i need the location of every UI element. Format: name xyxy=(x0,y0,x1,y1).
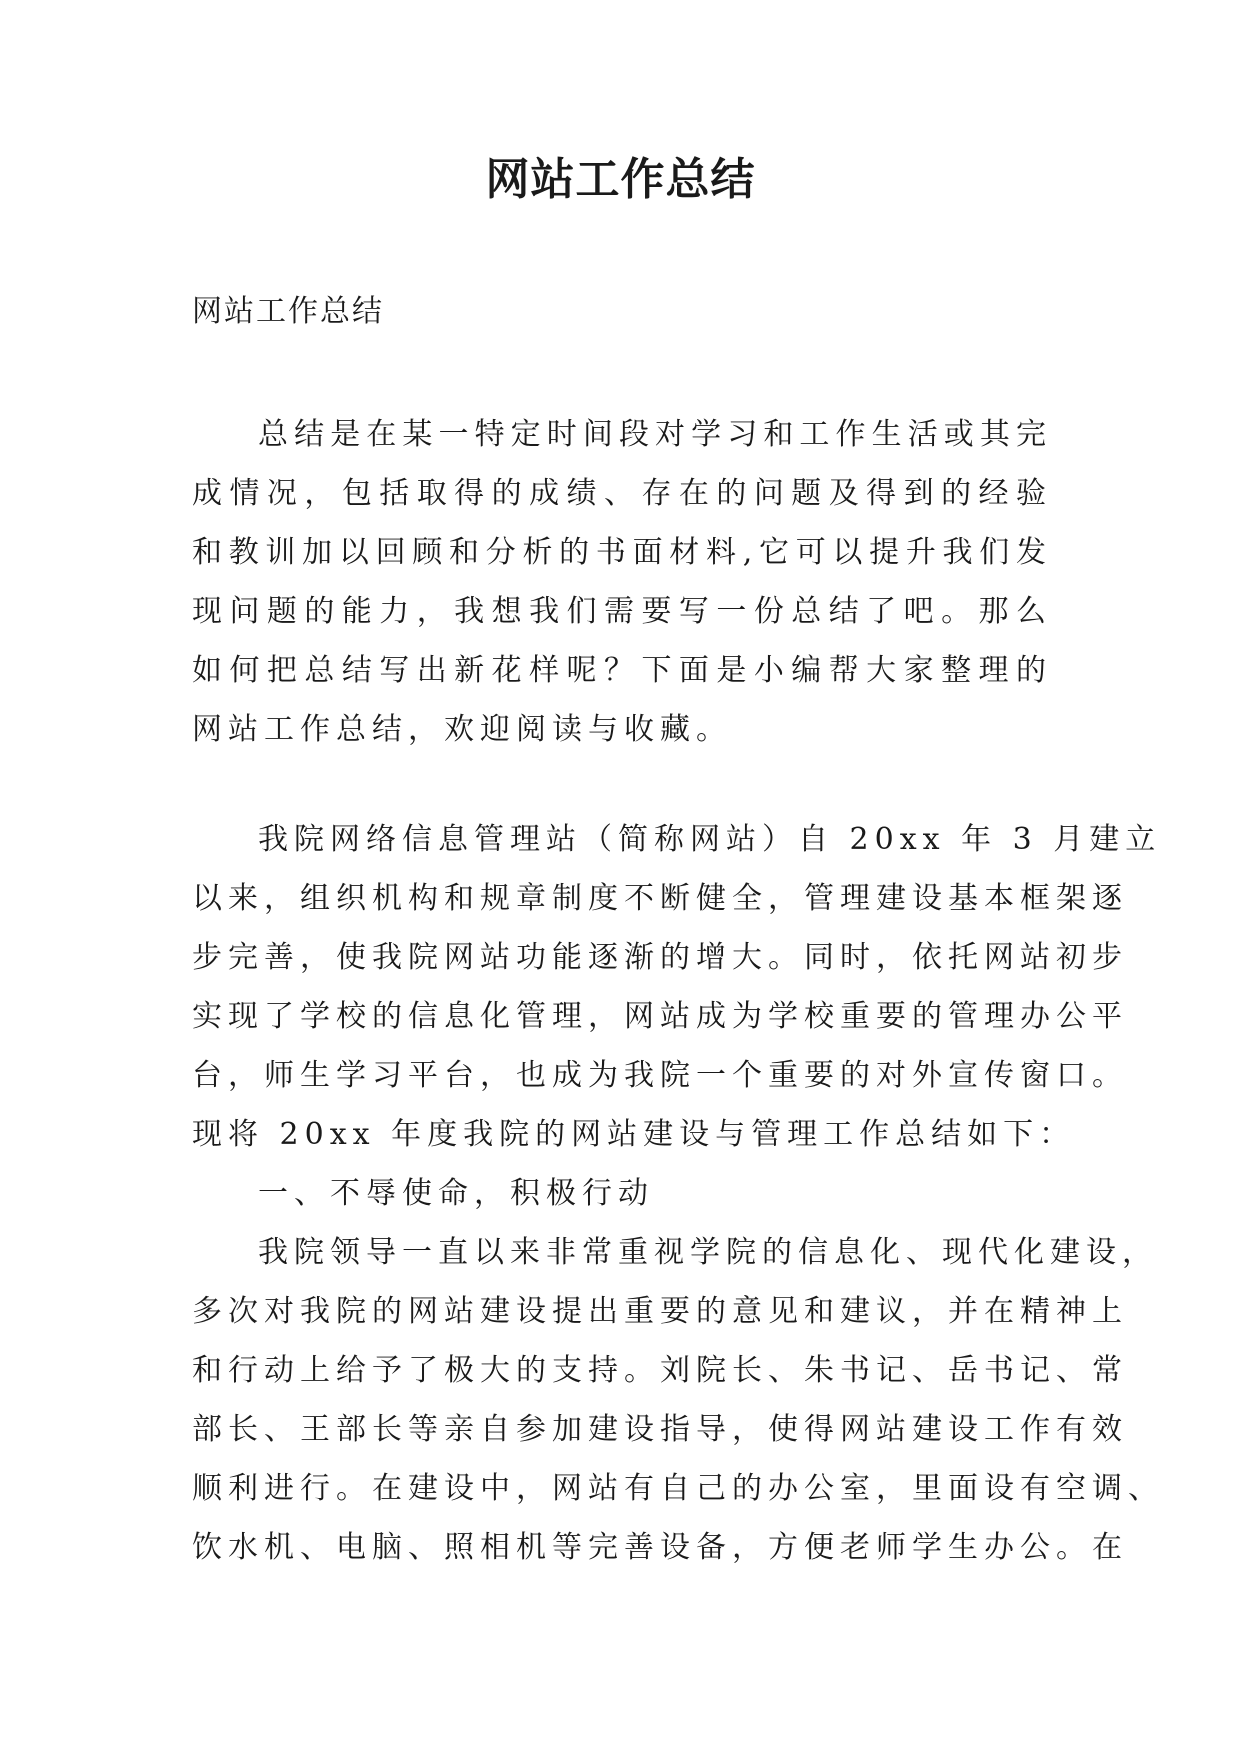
body-line: 台，师生学习平台，也成为我院一个重要的对外宣传窗口。 xyxy=(192,1058,1128,1093)
body-line: 顺利进行。在建设中，网站有自己的办公室，里面设有空调、 xyxy=(192,1471,1164,1506)
document-heading: 网站工作总结 xyxy=(192,294,384,329)
body-line: 我院网络信息管理站（简称网站）自 20xx 年 3 月建立 xyxy=(258,822,1162,857)
intro-paragraph: 总结是在某一特定时间段对学习和工作生活或其完成情况，包括取得的成绩、存在的问题及得到的经验和教训加以回顾和分析的书面材料,它可以提升我们发现问题的能力，我想我们需要写一份总结了吧。那么如何把总结写出新花样呢？下面是小编帮大家整理的网站工作总结，欢迎阅读与收藏。 xyxy=(192,417,1052,747)
document-title: 网站工作总结 xyxy=(485,154,756,205)
body-section xyxy=(192,810,1164,1577)
body-line: 以来，组织机构和规章制度不断健全，管理建设基本框架逐 xyxy=(192,881,1128,916)
body-line: 实现了学校的信息化管理，网站成为学校重要的管理办公平 xyxy=(192,999,1128,1034)
body-line: 多次对我院的网站建设提出重要的意见和建议，并在精神上 xyxy=(192,1294,1128,1329)
body-line: 饮水机、电脑、照相机等完善设备，方便老师学生办公。在 xyxy=(192,1530,1128,1565)
body-line: 我院领导一直以来非常重视学院的信息化、现代化建设， xyxy=(258,1235,1158,1270)
body-line: 步完善，使我院网站功能逐渐的增大。同时，依托网站初步 xyxy=(192,940,1128,975)
body-line: 现将 20xx 年度我院的网站建设与管理工作总结如下： xyxy=(192,1117,1076,1152)
section-heading-1: 一、不辱使命，积极行动 xyxy=(258,1176,654,1211)
body-line: 和行动上给予了极大的支持。刘院长、朱书记、岳书记、常 xyxy=(192,1353,1128,1388)
body-line: 部长、王部长等亲自参加建设指导，使得网站建设工作有效 xyxy=(192,1412,1128,1447)
